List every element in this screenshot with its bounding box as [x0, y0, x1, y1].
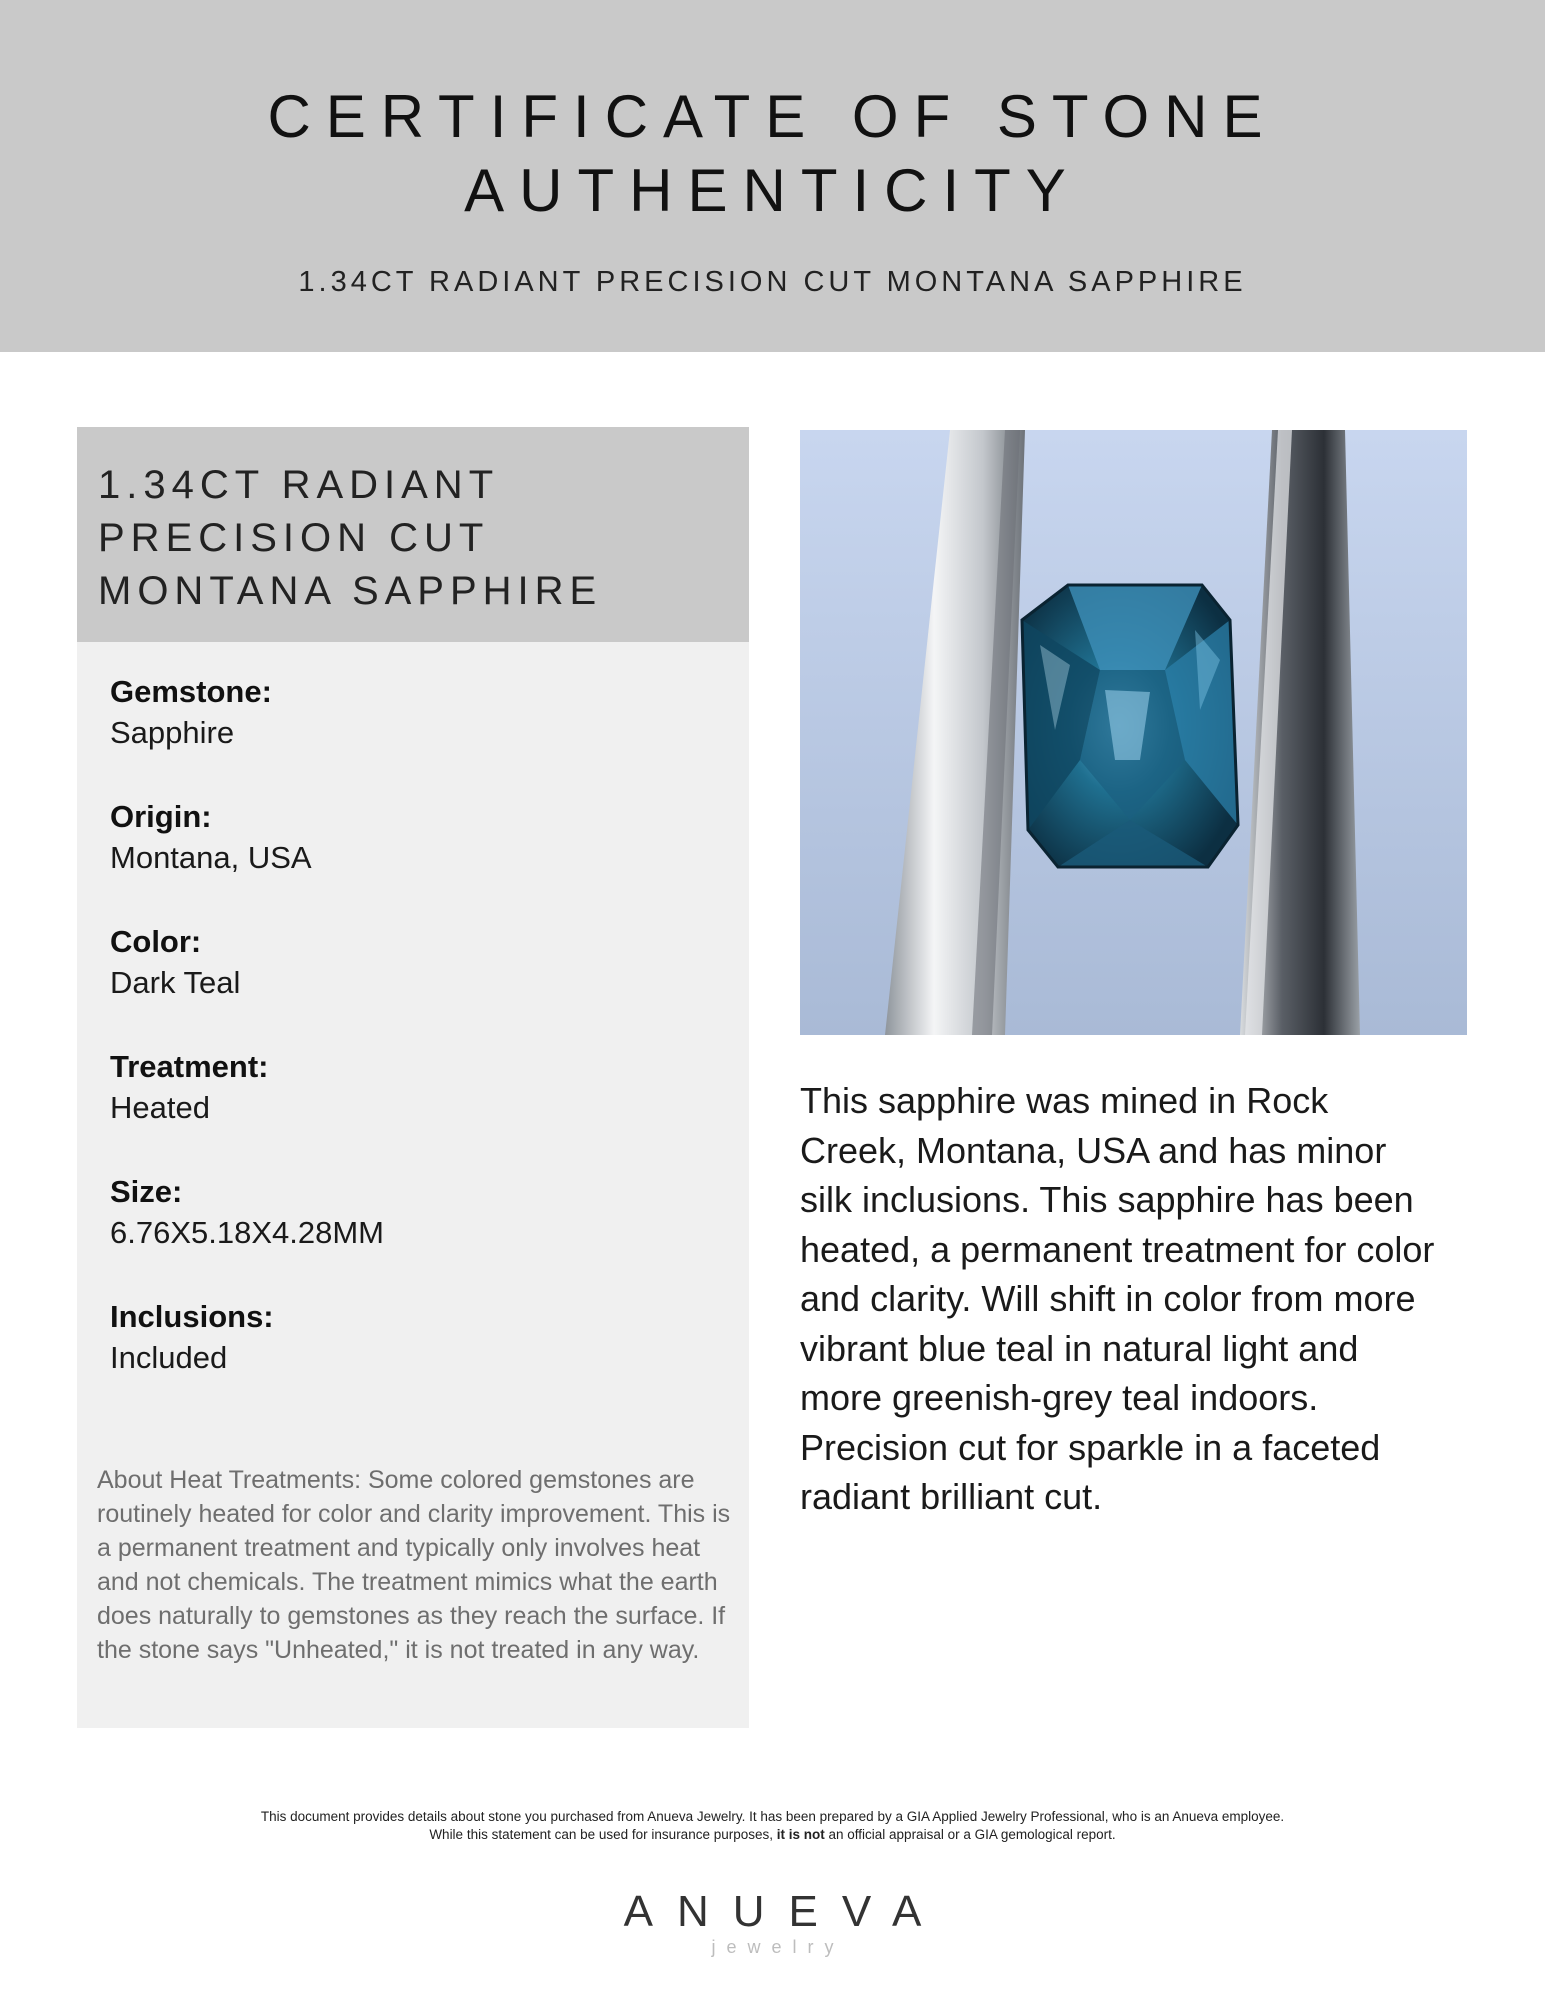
sapphire-icon: [1022, 585, 1238, 867]
field-value: Dark Teal: [110, 965, 241, 1000]
certificate-subtitle: 1.34CT RADIANT PRECISION CUT MONTANA SAPPHIRE: [298, 266, 1247, 298]
certificate-title: [0, 80, 1545, 228]
field-inclusions: [110, 1297, 710, 1379]
certificate-title-line-1: CERTIFICATE OF STONE: [267, 83, 1278, 150]
logo-tagline: jewelry: [711, 1937, 845, 1957]
stone-name: [98, 459, 738, 618]
stone-name-line-3: MONTANA SAPPHIRE: [98, 569, 603, 613]
anueva-logo: [0, 1888, 1545, 1958]
disclaimer-line-2-start: While this statement can be used for insurance purposes,: [429, 1827, 777, 1842]
field-label: Gemstone:: [110, 674, 272, 709]
field-label: Origin:: [110, 799, 212, 834]
field-gemstone: [110, 672, 710, 754]
field-value: Heated: [110, 1090, 210, 1125]
field-value: Included: [110, 1340, 228, 1375]
disclaimer-emphasis: it is not: [776, 1827, 825, 1842]
sapphire-in-tweezers-photo: [800, 430, 1467, 1035]
field-treatment: [110, 1047, 710, 1129]
heat-treatment-note: About Heat Treatments: Some colored gemstones are routinely heated for color and clarity improvement. This is a permanent treatment and typically only involves heat and not chemicals. The treatment mimics what the earth does naturally to gemstones as they reach the surface. If the stone says "Unheated," it is not treated in any way.: [97, 1466, 731, 1664]
field-value: Sapphire: [110, 715, 235, 750]
stone-name-line-1: 1.34CT RADIANT: [98, 463, 500, 507]
logo-wordmark: ANUEVA: [623, 1887, 946, 1936]
field-label: Inclusions:: [110, 1299, 274, 1334]
field-color: [110, 922, 710, 1004]
stone-details-panel: [77, 427, 749, 1728]
stone-photo-graphic: [800, 430, 1467, 1035]
disclaimer-line-2-end: an official appraisal or a GIA gemological report.: [824, 1827, 1116, 1842]
field-value: 6.76X5.18X4.28MM: [110, 1215, 385, 1250]
certificate-title-line-2: AUTHENTICITY: [464, 157, 1081, 224]
field-size: [110, 1172, 710, 1254]
certificate-header: [0, 0, 1545, 352]
field-value: Montana, USA: [110, 840, 312, 875]
field-label: Treatment:: [110, 1049, 269, 1084]
disclaimer: [0, 1808, 1545, 1844]
field-origin: [110, 797, 710, 879]
field-label: Color:: [110, 924, 202, 959]
stone-name-box: [77, 427, 749, 642]
disclaimer-line-2: [0, 1826, 1545, 1844]
field-label: Size:: [110, 1174, 183, 1209]
stone-description: This sapphire was mined in Rock Creek, Montana, USA and has minor silk inclusions. This sapphire has been heated, a permanent treatment for color and clarity. Will shift in color from more vibrant blue teal in natural light and more greenish-grey teal indoors. Precision cut for sparkle in a faceted radiant brilliant cut.: [800, 1080, 1435, 1517]
stone-name-line-2: PRECISION CUT: [98, 516, 490, 560]
disclaimer-line-1: This document provides details about stone you purchased from Anueva Jewelry. It has been prepared by a GIA Applied Jewelry Professional, who is an Anueva employee.: [260, 1809, 1285, 1824]
